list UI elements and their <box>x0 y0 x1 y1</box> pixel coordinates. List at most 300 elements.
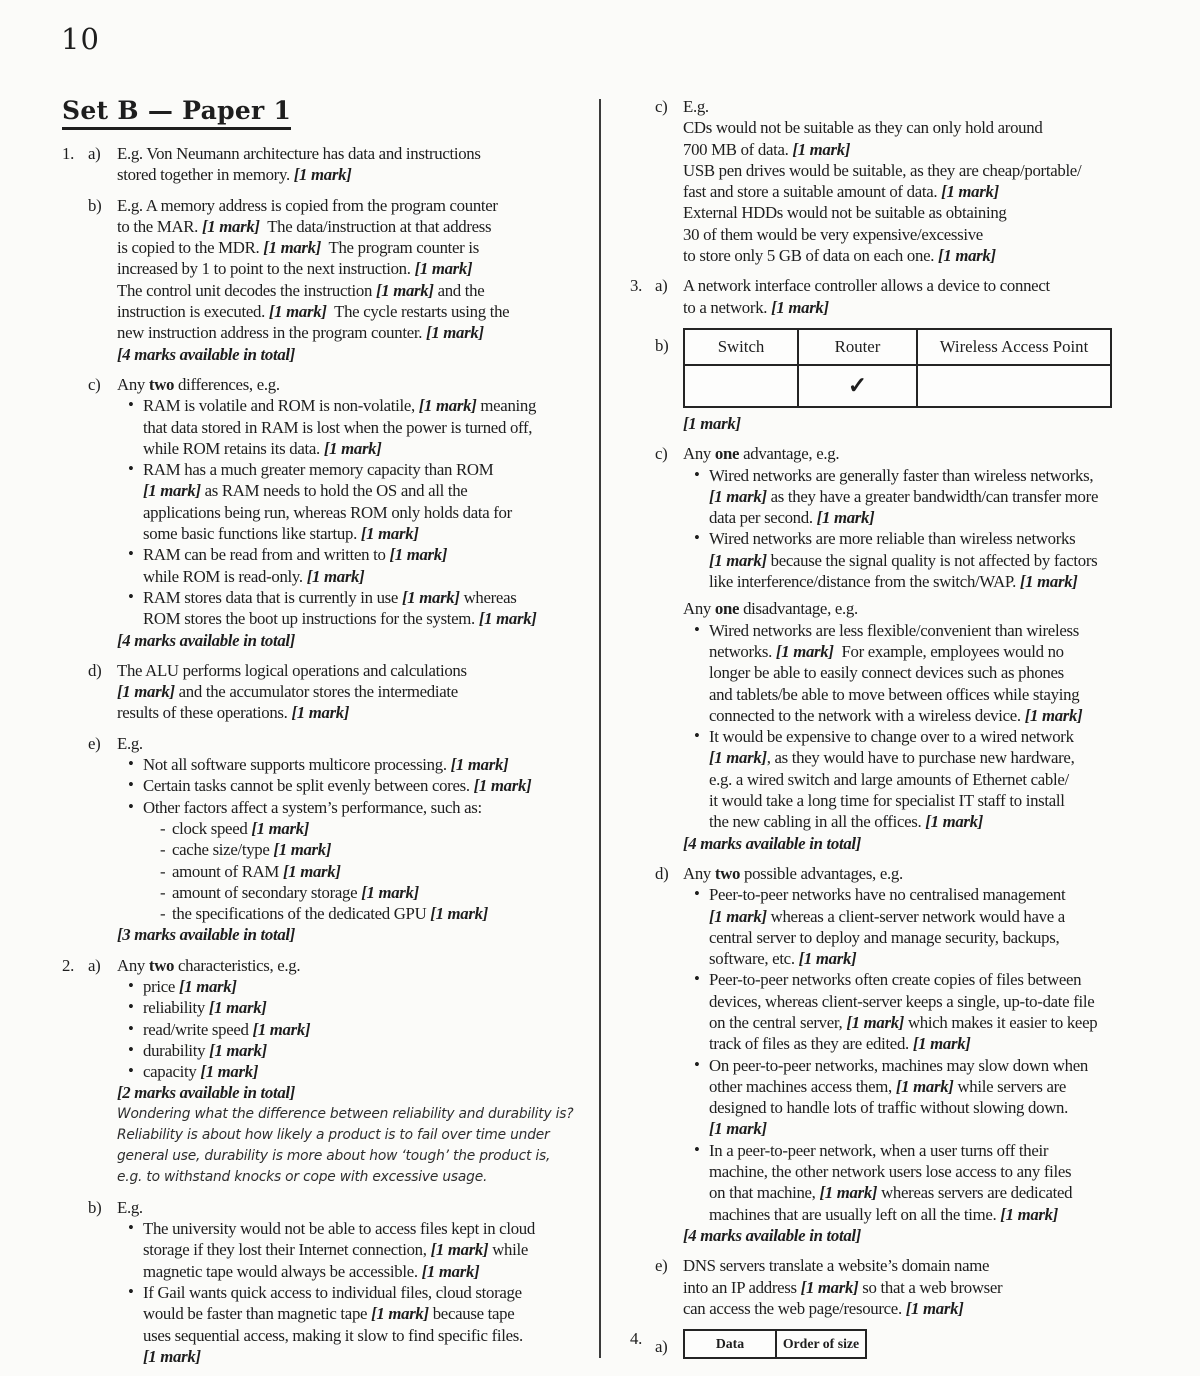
text-segment: [1 mark] <box>430 904 489 924</box>
answer-line <box>683 662 1186 683</box>
answer-line <box>117 1346 594 1367</box>
answer-line <box>683 1097 1186 1118</box>
question-number: 4. <box>630 1329 642 1349</box>
text-segment: read/write speed <box>143 1019 253 1039</box>
text-segment: devices, whereas client-server keeps a single, up-to-date file <box>709 991 1095 1011</box>
text-segment: and the <box>433 280 485 300</box>
answer-line <box>117 502 594 523</box>
bullet-icon: • <box>128 586 134 606</box>
question-letter: b) <box>655 335 669 355</box>
text-segment: Wired networks are more reliable than wireless networks <box>709 529 1076 549</box>
answer-line <box>683 297 1186 318</box>
table-header-cell: Wireless Access Point <box>917 329 1111 365</box>
question-number <box>62 1197 88 1367</box>
question-item <box>630 275 1186 318</box>
text-segment: to a network. <box>683 297 772 317</box>
bullet-icon: • <box>694 726 700 746</box>
text-segment: would be faster than magnetic tape <box>143 1304 372 1324</box>
table-header-row <box>684 1330 866 1358</box>
question-letter: c) <box>655 444 668 464</box>
answer-line <box>683 811 1186 832</box>
text-segment: E.g. <box>117 1197 143 1217</box>
text-segment: because the signal quality is not affected by factors <box>766 550 1098 570</box>
text-segment: like interference/distance from the switch/WAP. <box>709 572 1020 592</box>
text-segment: and the accumulator stores the intermediate <box>174 682 458 702</box>
answer-line <box>683 641 1186 662</box>
text-segment: to store only 5 GB of data on each one. <box>683 246 939 266</box>
answer-line <box>683 769 1186 790</box>
text-segment: [1 mark] <box>775 641 834 661</box>
question-letter: c) <box>655 97 668 116</box>
answer-line <box>117 143 594 164</box>
marks-total: [2 marks available in total] <box>117 1083 296 1103</box>
text-segment: disadvantage, e.g. <box>739 599 858 619</box>
question-letter: d) <box>88 660 102 680</box>
text-segment: [1 mark] <box>252 1019 311 1039</box>
question-item <box>630 1255 1186 1319</box>
text-segment: while ROM is read-only. <box>143 566 307 586</box>
text-segment: [1 mark] <box>846 1012 905 1032</box>
bullet-icon: • <box>694 969 700 989</box>
text-segment: [1 mark] <box>478 609 537 629</box>
answer-line <box>683 117 1186 138</box>
question-letter: a) <box>88 144 101 163</box>
text-segment: [1 mark] <box>200 1062 259 1082</box>
text-segment: [1 mark] <box>816 508 875 528</box>
text-segment: meaning <box>476 396 537 416</box>
text-segment: data per second. <box>709 508 817 528</box>
question-item <box>630 443 1186 854</box>
answer-line <box>117 976 594 997</box>
question-item <box>630 1328 1186 1364</box>
dash-icon: - <box>160 861 166 881</box>
text-segment: characteristics, e.g. <box>174 955 301 975</box>
answer-body <box>683 275 1186 318</box>
answer-line <box>117 523 594 544</box>
text-segment: clock speed <box>172 818 252 838</box>
text-segment: [1 mark] <box>938 246 996 266</box>
text-segment: [1 mark] <box>268 302 327 322</box>
text-segment: advantage, e.g. <box>739 444 840 464</box>
answer-line <box>683 245 1186 266</box>
answer-line <box>683 927 1186 948</box>
answer-body <box>683 863 1186 1246</box>
bullet-icon: • <box>128 775 134 795</box>
text-segment: whereas <box>459 587 517 607</box>
answer-line <box>683 684 1186 705</box>
text-segment: whereas servers are dedicated <box>877 1183 1073 1203</box>
text-segment: [1 mark] <box>361 882 419 902</box>
answer-line <box>117 660 594 681</box>
text-segment: [1 mark] <box>293 165 352 185</box>
text-segment: It would be expensive to change over to a wired network <box>709 727 1074 747</box>
text-segment: E.g. <box>117 733 143 753</box>
text-segment: new instruction address in the program counter. <box>117 323 427 343</box>
text-segment: 700 MB of data. <box>683 139 793 159</box>
text-segment: [1 mark] <box>418 396 477 416</box>
text-segment: differences, e.g. <box>174 374 280 394</box>
text-segment: uses sequential access, making it slow to find specific files. <box>143 1325 523 1345</box>
text-segment: [1 mark] <box>143 481 201 501</box>
answer-line <box>117 775 594 796</box>
question-item <box>62 660 594 724</box>
text-segment: while ROM retains its data. <box>143 438 324 458</box>
answer-line <box>683 598 1186 619</box>
text-segment: price <box>143 976 179 996</box>
answer-line <box>117 1061 594 1082</box>
tick-icon: ✓ <box>847 372 868 398</box>
text-segment: [1 mark] <box>201 216 260 236</box>
question-number: 3. <box>630 276 642 296</box>
marks-total: [3 marks available in total] <box>117 925 296 945</box>
text-segment: The ALU performs logical operations and calculations <box>117 660 467 680</box>
answer-line <box>117 797 594 818</box>
text-segment: 30 of them would be very expensive/excessive <box>683 224 983 244</box>
answer-line <box>683 507 1186 528</box>
question-letter: a) <box>88 955 101 975</box>
text-segment: while servers are <box>953 1076 1067 1096</box>
answer-line <box>117 1197 594 1218</box>
question-letter: b) <box>88 1197 102 1217</box>
text-segment: [1 mark] <box>282 861 341 881</box>
text-segment: [1 mark] <box>473 776 532 796</box>
text-segment: [1 mark] <box>430 1240 489 1260</box>
text-segment: [1 mark] <box>941 182 999 202</box>
answer-line <box>117 702 594 723</box>
answer-line <box>683 906 1186 927</box>
text-segment: Peer-to-peer networks have no centralised management <box>709 885 1066 905</box>
text-segment: as RAM needs to hold the OS and all the <box>200 481 468 501</box>
text-segment: Peer-to-peer networks often create copies of files between <box>709 970 1082 990</box>
table-header-cell: Order of size <box>776 1330 866 1358</box>
text-segment: applications being run, whereas ROM only holds data for <box>143 502 512 522</box>
marks-total: [4 marks available in total] <box>117 344 296 364</box>
dash-icon: - <box>160 882 166 902</box>
answer-body <box>683 1255 1186 1319</box>
answer-line <box>117 1019 594 1040</box>
question-number <box>630 1255 655 1319</box>
text-segment: [1 mark] <box>323 438 382 458</box>
answer-line <box>117 237 594 258</box>
question-letter: b) <box>88 195 102 215</box>
answer-line <box>117 544 594 565</box>
bullet-icon: • <box>128 1018 134 1038</box>
answer-line <box>683 443 1186 464</box>
question-number <box>62 374 88 651</box>
text-segment: RAM is volatile and ROM is non-volatile, <box>143 396 419 416</box>
answer-line <box>117 280 594 301</box>
answer-line <box>117 374 594 395</box>
text-segment: RAM stores data that is currently in use <box>143 587 402 607</box>
section-heading: Set B — Paper 1 <box>62 96 291 130</box>
answer-line <box>117 216 594 237</box>
text-segment: [1 mark] <box>771 297 829 317</box>
text-segment: magnetic tape would always be accessible. <box>143 1261 422 1281</box>
answer-line <box>683 1118 1186 1139</box>
text-segment: one <box>714 444 740 464</box>
question-item <box>62 143 594 186</box>
text-segment: that data stored in RAM is lost when the power is turned off, <box>143 417 533 437</box>
text-segment: Wired networks are less flexible/convenient than wireless <box>709 620 1079 640</box>
text-segment: [1 mark] <box>414 259 473 279</box>
text-segment: [1 mark] <box>709 906 767 926</box>
text-segment: The program counter is <box>321 238 479 258</box>
text-segment: On peer-to-peer networks, machines may slow down when <box>709 1055 1088 1075</box>
answer-line <box>683 1076 1186 1097</box>
question-number <box>630 863 655 1246</box>
question-number: 2. <box>62 955 74 975</box>
text-segment: [1 mark] <box>209 1040 267 1060</box>
answer-body <box>117 143 594 186</box>
text-segment: machines that are usually left on all the time. <box>709 1204 1001 1224</box>
answer-line <box>117 587 594 608</box>
text-segment: Other factors affect a system’s performance, such as: <box>143 797 482 817</box>
text-segment: while <box>488 1240 528 1260</box>
column-divider <box>599 99 601 1358</box>
answer-body <box>117 195 594 365</box>
answer-line <box>683 726 1186 747</box>
answer-line <box>683 139 1186 160</box>
text-segment: stored together in memory. <box>117 165 294 185</box>
text-segment: central server to deploy and manage security, backups, <box>709 927 1060 947</box>
text-segment: [1 mark] <box>450 755 509 775</box>
answer-line <box>683 991 1186 1012</box>
answer-line <box>683 884 1186 905</box>
answer-line <box>117 195 594 216</box>
text-segment: For example, employees would no <box>833 641 1064 661</box>
answer-line <box>683 1140 1186 1161</box>
answer-line <box>117 1218 594 1239</box>
text-segment: [1 mark] <box>208 998 267 1018</box>
text-segment: possible advantages, e.g. <box>740 863 903 883</box>
text-segment: fast and store a suitable amount of data. <box>683 182 942 202</box>
text-segment: amount of secondary storage <box>172 882 362 902</box>
bullet-icon: • <box>694 1054 700 1074</box>
answer-line <box>117 164 594 185</box>
table-row <box>684 365 1111 407</box>
text-segment: can access the web page/resource. <box>683 1298 906 1318</box>
text-segment: [1 mark] <box>389 545 448 565</box>
text-segment: on the central server, <box>709 1012 847 1032</box>
text-segment: storage if they lost their Internet connection, <box>143 1240 431 1260</box>
question-item <box>62 374 594 651</box>
text-segment: RAM has a much greater memory capacity than ROM <box>143 460 494 480</box>
text-segment: In a peer-to-peer network, when a user turns off their <box>709 1140 1049 1160</box>
text-segment: on that machine, <box>709 1183 820 1203</box>
text-segment: durability <box>143 1040 210 1060</box>
answer-line <box>117 459 594 480</box>
dash-icon: - <box>160 904 166 924</box>
marks-total: [4 marks available in total] <box>117 630 296 650</box>
bullet-icon: • <box>694 884 700 904</box>
marks-total: [4 marks available in total] <box>683 833 862 853</box>
table-wrap <box>683 1329 1186 1359</box>
answer-line <box>117 417 594 438</box>
bullet-icon: • <box>128 1281 134 1301</box>
answer-line <box>117 566 594 587</box>
bullet-icon: • <box>128 975 134 995</box>
examiner-note: Wondering what the difference between reliability and durability is? <box>117 1105 574 1122</box>
answer-line <box>117 839 594 860</box>
examiner-note: e.g. to withstand knocks or cope with excessive usage. <box>117 1168 488 1185</box>
answer-line <box>117 818 594 839</box>
text-segment: [1 mark] <box>798 949 857 969</box>
question-item <box>630 96 1186 266</box>
bullet-icon: • <box>128 1039 134 1059</box>
answer-line <box>683 1012 1186 1033</box>
text-segment: into an IP address <box>683 1277 801 1297</box>
text-segment: is copied to the MDR. <box>117 238 264 258</box>
bullet-icon: • <box>128 395 134 415</box>
question-item <box>62 1197 594 1367</box>
answer-line <box>683 620 1186 641</box>
text-segment: machine, the other network users lose access to any files <box>709 1162 1072 1182</box>
question-letter: a) <box>655 1337 668 1357</box>
answer-line <box>117 258 594 279</box>
text-segment: [1 mark] <box>273 840 332 860</box>
text-segment: [1 mark] <box>709 748 767 768</box>
answer-line <box>683 550 1186 571</box>
answer-line <box>683 1277 1186 1298</box>
answer-line <box>117 903 594 924</box>
text-segment: [1 mark] <box>117 682 175 702</box>
bullet-icon: • <box>694 464 700 484</box>
answer-body <box>117 733 594 946</box>
text-segment: [1 mark] <box>709 550 767 570</box>
text-segment: Wired networks are generally faster than wireless networks, <box>709 465 1094 485</box>
table-header-cell: Switch <box>684 329 798 365</box>
answer-line <box>117 733 594 754</box>
examiner-note: general use, durability is more about how ‘tough’ the product is, <box>117 1147 551 1164</box>
question-letter: d) <box>655 863 669 883</box>
answer-body <box>683 443 1186 854</box>
answer-line <box>683 465 1186 486</box>
table-cell <box>917 365 1111 407</box>
text-segment: cache size/type <box>172 840 274 860</box>
answer-line <box>683 747 1186 768</box>
table-header-cell: Data <box>684 1330 776 1358</box>
answer-line <box>683 705 1186 726</box>
answer-line <box>117 301 594 322</box>
bullet-icon: • <box>694 528 700 548</box>
text-segment: [1 mark] <box>178 976 237 996</box>
text-segment: two <box>148 374 175 394</box>
text-segment: software, etc. <box>709 949 799 969</box>
text-segment: the new cabling in all the offices. <box>709 812 926 832</box>
text-segment: whereas a client-server network would have a <box>766 906 1065 926</box>
text-segment: [1 mark] <box>1000 1204 1059 1224</box>
text-segment: [1 mark] <box>912 1034 971 1054</box>
answer-line <box>117 882 594 903</box>
text-segment: and tablets/be able to move between offices while staying <box>709 684 1080 704</box>
text-segment: , as they would have to purchase new hardware, <box>766 748 1075 768</box>
text-segment: results of these operations. <box>117 703 292 723</box>
text-segment: two <box>148 955 175 975</box>
answer-line <box>117 955 594 976</box>
answer-line <box>117 1282 594 1303</box>
text-segment: [1 mark] <box>905 1298 964 1318</box>
text-segment: The control unit decodes the instruction <box>117 280 376 300</box>
question-number <box>630 327 655 434</box>
text-segment: E.g. A memory address is copied from the program counter <box>117 195 498 215</box>
text-segment: [1 mark] <box>306 566 365 586</box>
text-segment: [1 mark] <box>709 486 767 506</box>
question-item <box>62 195 594 365</box>
text-segment: A network interface controller allows a device to connect <box>683 276 1050 296</box>
text-segment: some basic functions like startup. <box>143 524 361 544</box>
text-segment: [1 mark] <box>709 1119 767 1139</box>
answer-body <box>117 374 594 651</box>
answer-body <box>683 1328 1186 1364</box>
answer-line <box>117 1261 594 1282</box>
text-segment: [1 mark] <box>792 139 851 159</box>
text-segment: other machines access them, <box>709 1076 896 1096</box>
text-segment: [1 mark] <box>1019 572 1078 592</box>
text-segment: If Gail wants quick access to individual files, cloud storage <box>143 1282 522 1302</box>
text-segment: two <box>714 863 741 883</box>
text-segment: [1 mark] <box>263 238 322 258</box>
answer-line <box>683 224 1186 245</box>
question-item <box>630 863 1186 1246</box>
answer-line <box>117 861 594 882</box>
text-segment: [1 mark] <box>143 1346 201 1366</box>
question-item <box>62 955 594 1188</box>
answer-line <box>117 1040 594 1061</box>
table-cell <box>798 365 917 407</box>
text-segment: Not all software supports multicore processing. <box>143 755 451 775</box>
bullet-icon: • <box>128 1061 134 1081</box>
text-segment: [1 mark] <box>426 323 484 343</box>
text-segment: connected to the network with a wireless device. <box>709 705 1025 725</box>
examiner-note: Reliability is about how likely a product is to fail over time under <box>117 1126 550 1143</box>
bullet-icon: • <box>128 1218 134 1238</box>
bullet-icon: • <box>128 459 134 479</box>
answer-line <box>683 1033 1186 1054</box>
marks-total: [4 marks available in total] <box>683 1225 862 1245</box>
text-segment: Any <box>117 374 149 394</box>
left-column <box>62 0 594 1376</box>
text-segment: RAM can be read from and written to <box>143 545 390 565</box>
text-segment: because tape <box>428 1304 515 1324</box>
answer-line <box>683 969 1186 990</box>
text-segment: DNS servers translate a website’s domain name <box>683 1256 990 1276</box>
text-segment: longer be able to easily connect devices such as phones <box>709 663 1064 683</box>
answer-body <box>683 327 1186 434</box>
question-number <box>630 443 655 854</box>
text-segment: [1 mark] <box>819 1183 878 1203</box>
text-segment: amount of RAM <box>172 861 283 881</box>
question-letter: c) <box>88 374 101 394</box>
table-cell <box>684 365 798 407</box>
answer-line <box>117 681 594 702</box>
page-number: 10 <box>61 22 100 56</box>
data-size-table <box>683 1329 867 1359</box>
bullet-icon: • <box>128 997 134 1017</box>
answer-line <box>683 1204 1186 1225</box>
question-letter: e) <box>655 1256 668 1276</box>
answer-line <box>683 1161 1186 1182</box>
answer-line <box>683 160 1186 181</box>
text-segment: the specifications of the dedicated GPU <box>172 904 431 924</box>
text-segment: track of files as they are edited. <box>709 1034 913 1054</box>
text-segment: [1 mark] <box>401 587 460 607</box>
answer-line <box>683 790 1186 811</box>
question-item <box>630 327 1186 434</box>
bullet-icon: • <box>694 1139 700 1159</box>
right-column <box>630 0 1186 1373</box>
answer-line <box>683 1182 1186 1203</box>
text-segment: to the MAR. <box>117 216 202 236</box>
